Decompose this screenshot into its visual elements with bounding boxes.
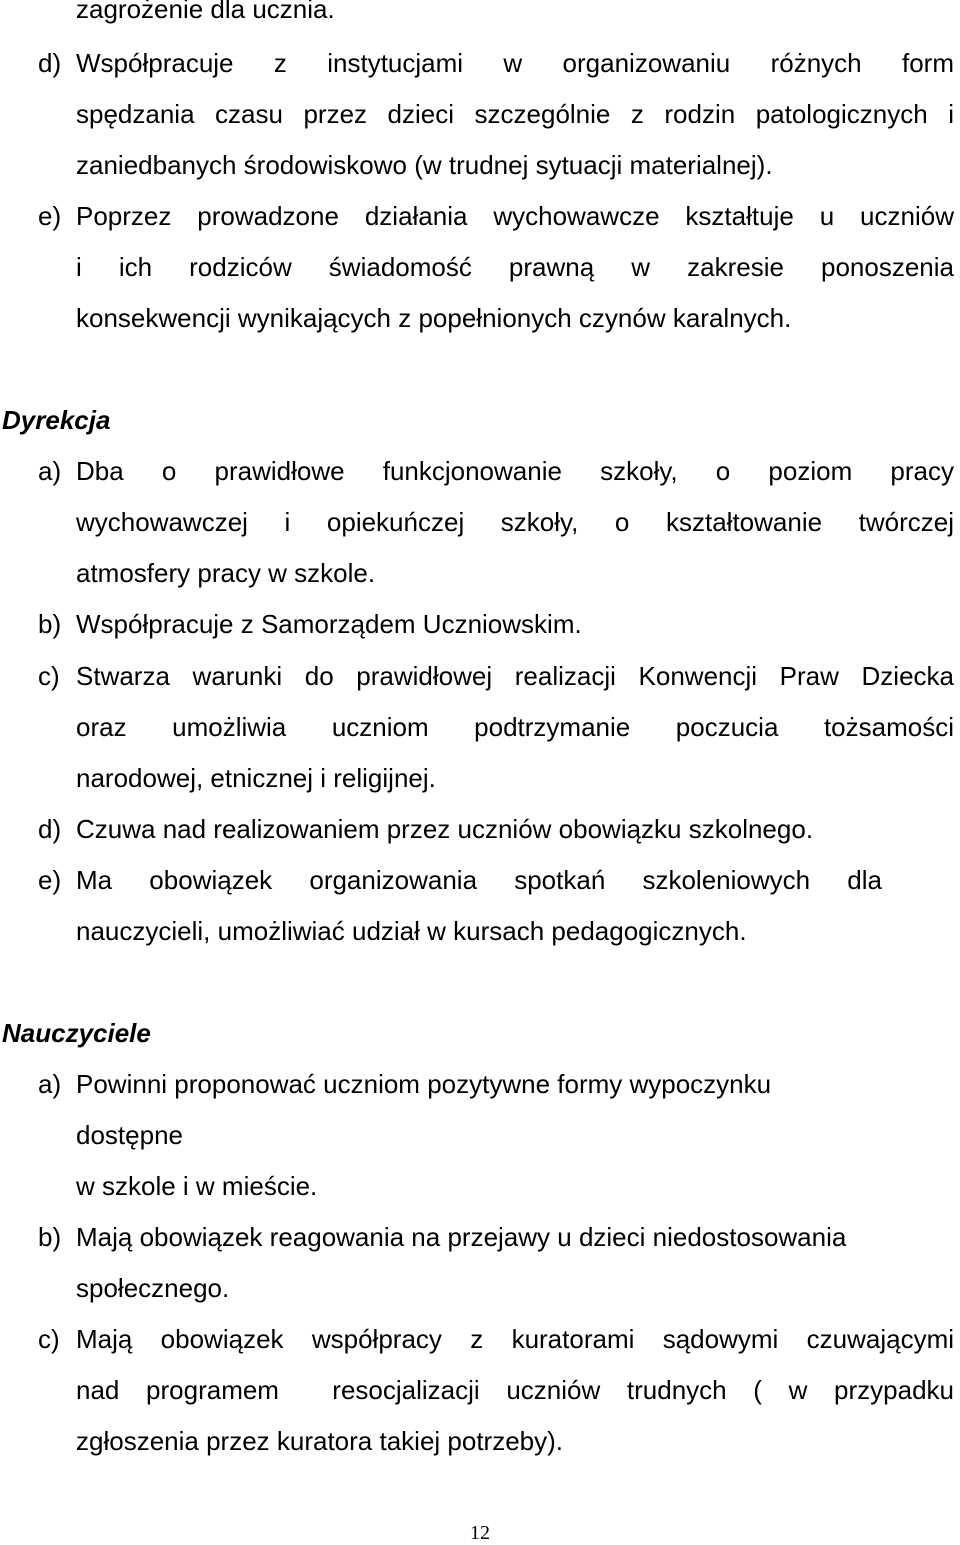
list-item-line: wychowawczej i opiekuńczej szkoły, o kształtowanie twórczej [76, 507, 954, 537]
list-item-line: narodowej, etnicznej i religijnej. [76, 763, 436, 793]
list-item-label: a) [38, 1069, 62, 1099]
list-item-line: Czuwa nad realizowaniem przez uczniów obowiązku szkolnego. [76, 814, 814, 844]
list-item-label: a) [38, 456, 62, 486]
list-item-label: e) [38, 865, 62, 895]
list-item-line: Poprzez prowadzone działania wychowawcze kształtuje u uczniów [76, 201, 954, 231]
list-item-label: b) [38, 609, 62, 639]
list-item-line: i ich rodziców świadomość prawną w zakresie ponoszenia [76, 252, 954, 282]
list-item-line: Współpracuje z Samorządem Uczniowskim. [76, 609, 582, 639]
list-item-line: zgłoszenia przez kuratora takiej potrzeby). [76, 1426, 564, 1456]
list-item-line: Powinni proponować uczniom pozytywne formy wypoczynku [76, 1069, 772, 1099]
list-item-line: nad programem resocjalizacji uczniów trudnych ( w przypadku [76, 1375, 954, 1405]
list-item-line: Mają obowiązek reagowania na przejawy u dzieci niedostosowania [76, 1222, 847, 1252]
list-item-line: atmosfery pracy w szkole. [76, 558, 376, 588]
list-item-line: dostępne [76, 1120, 183, 1150]
list-item-line: Mają obowiązek współpracy z kuratorami sądowymi czuwającymi [76, 1324, 954, 1354]
list-item-line: Współpracuje z instytucjami w organizowaniu różnych form [76, 48, 954, 78]
list-item-line: w szkole i w mieście. [76, 1171, 318, 1201]
list-item-label: b) [38, 1222, 62, 1252]
list-item-label: c) [38, 1324, 60, 1354]
section-heading: Nauczyciele [2, 1018, 151, 1048]
list-item-line: oraz umożliwia uczniom podtrzymanie poczucia tożsamości [76, 712, 954, 742]
list-item-label: c) [38, 661, 60, 691]
page-number: 12 [470, 1522, 490, 1544]
list-item-line: spędzania czasu przez dzieci szczególnie z rodzin patologicznych i [76, 99, 954, 129]
list-item-line: Ma obowiązek organizowania spotkań szkoleniowych dla [76, 865, 882, 895]
list-item-label: e) [38, 201, 62, 231]
list-item-line: Dba o prawidłowe funkcjonowanie szkoły, o poziom pracy [76, 456, 954, 486]
list-item-line: Stwarza warunki do prawidłowej realizacji Konwencji Praw Dziecka [76, 661, 954, 691]
continuation-tail-line: zagrożenie dla ucznia. [76, 0, 335, 24]
list-item-line: społecznego. [76, 1273, 230, 1303]
list-item-label: d) [38, 814, 62, 844]
list-item-line: nauczycieli, umożliwiać udział w kursach pedagogicznych. [76, 916, 747, 946]
list-item-line: konsekwencji wynikających z popełnionych czynów karalnych. [76, 303, 792, 333]
list-item-label: d) [38, 48, 62, 78]
section-heading: Dyrekcja [2, 405, 111, 435]
list-item-line: zaniedbanych środowiskowo (w trudnej sytuacji materialnej). [76, 150, 773, 180]
